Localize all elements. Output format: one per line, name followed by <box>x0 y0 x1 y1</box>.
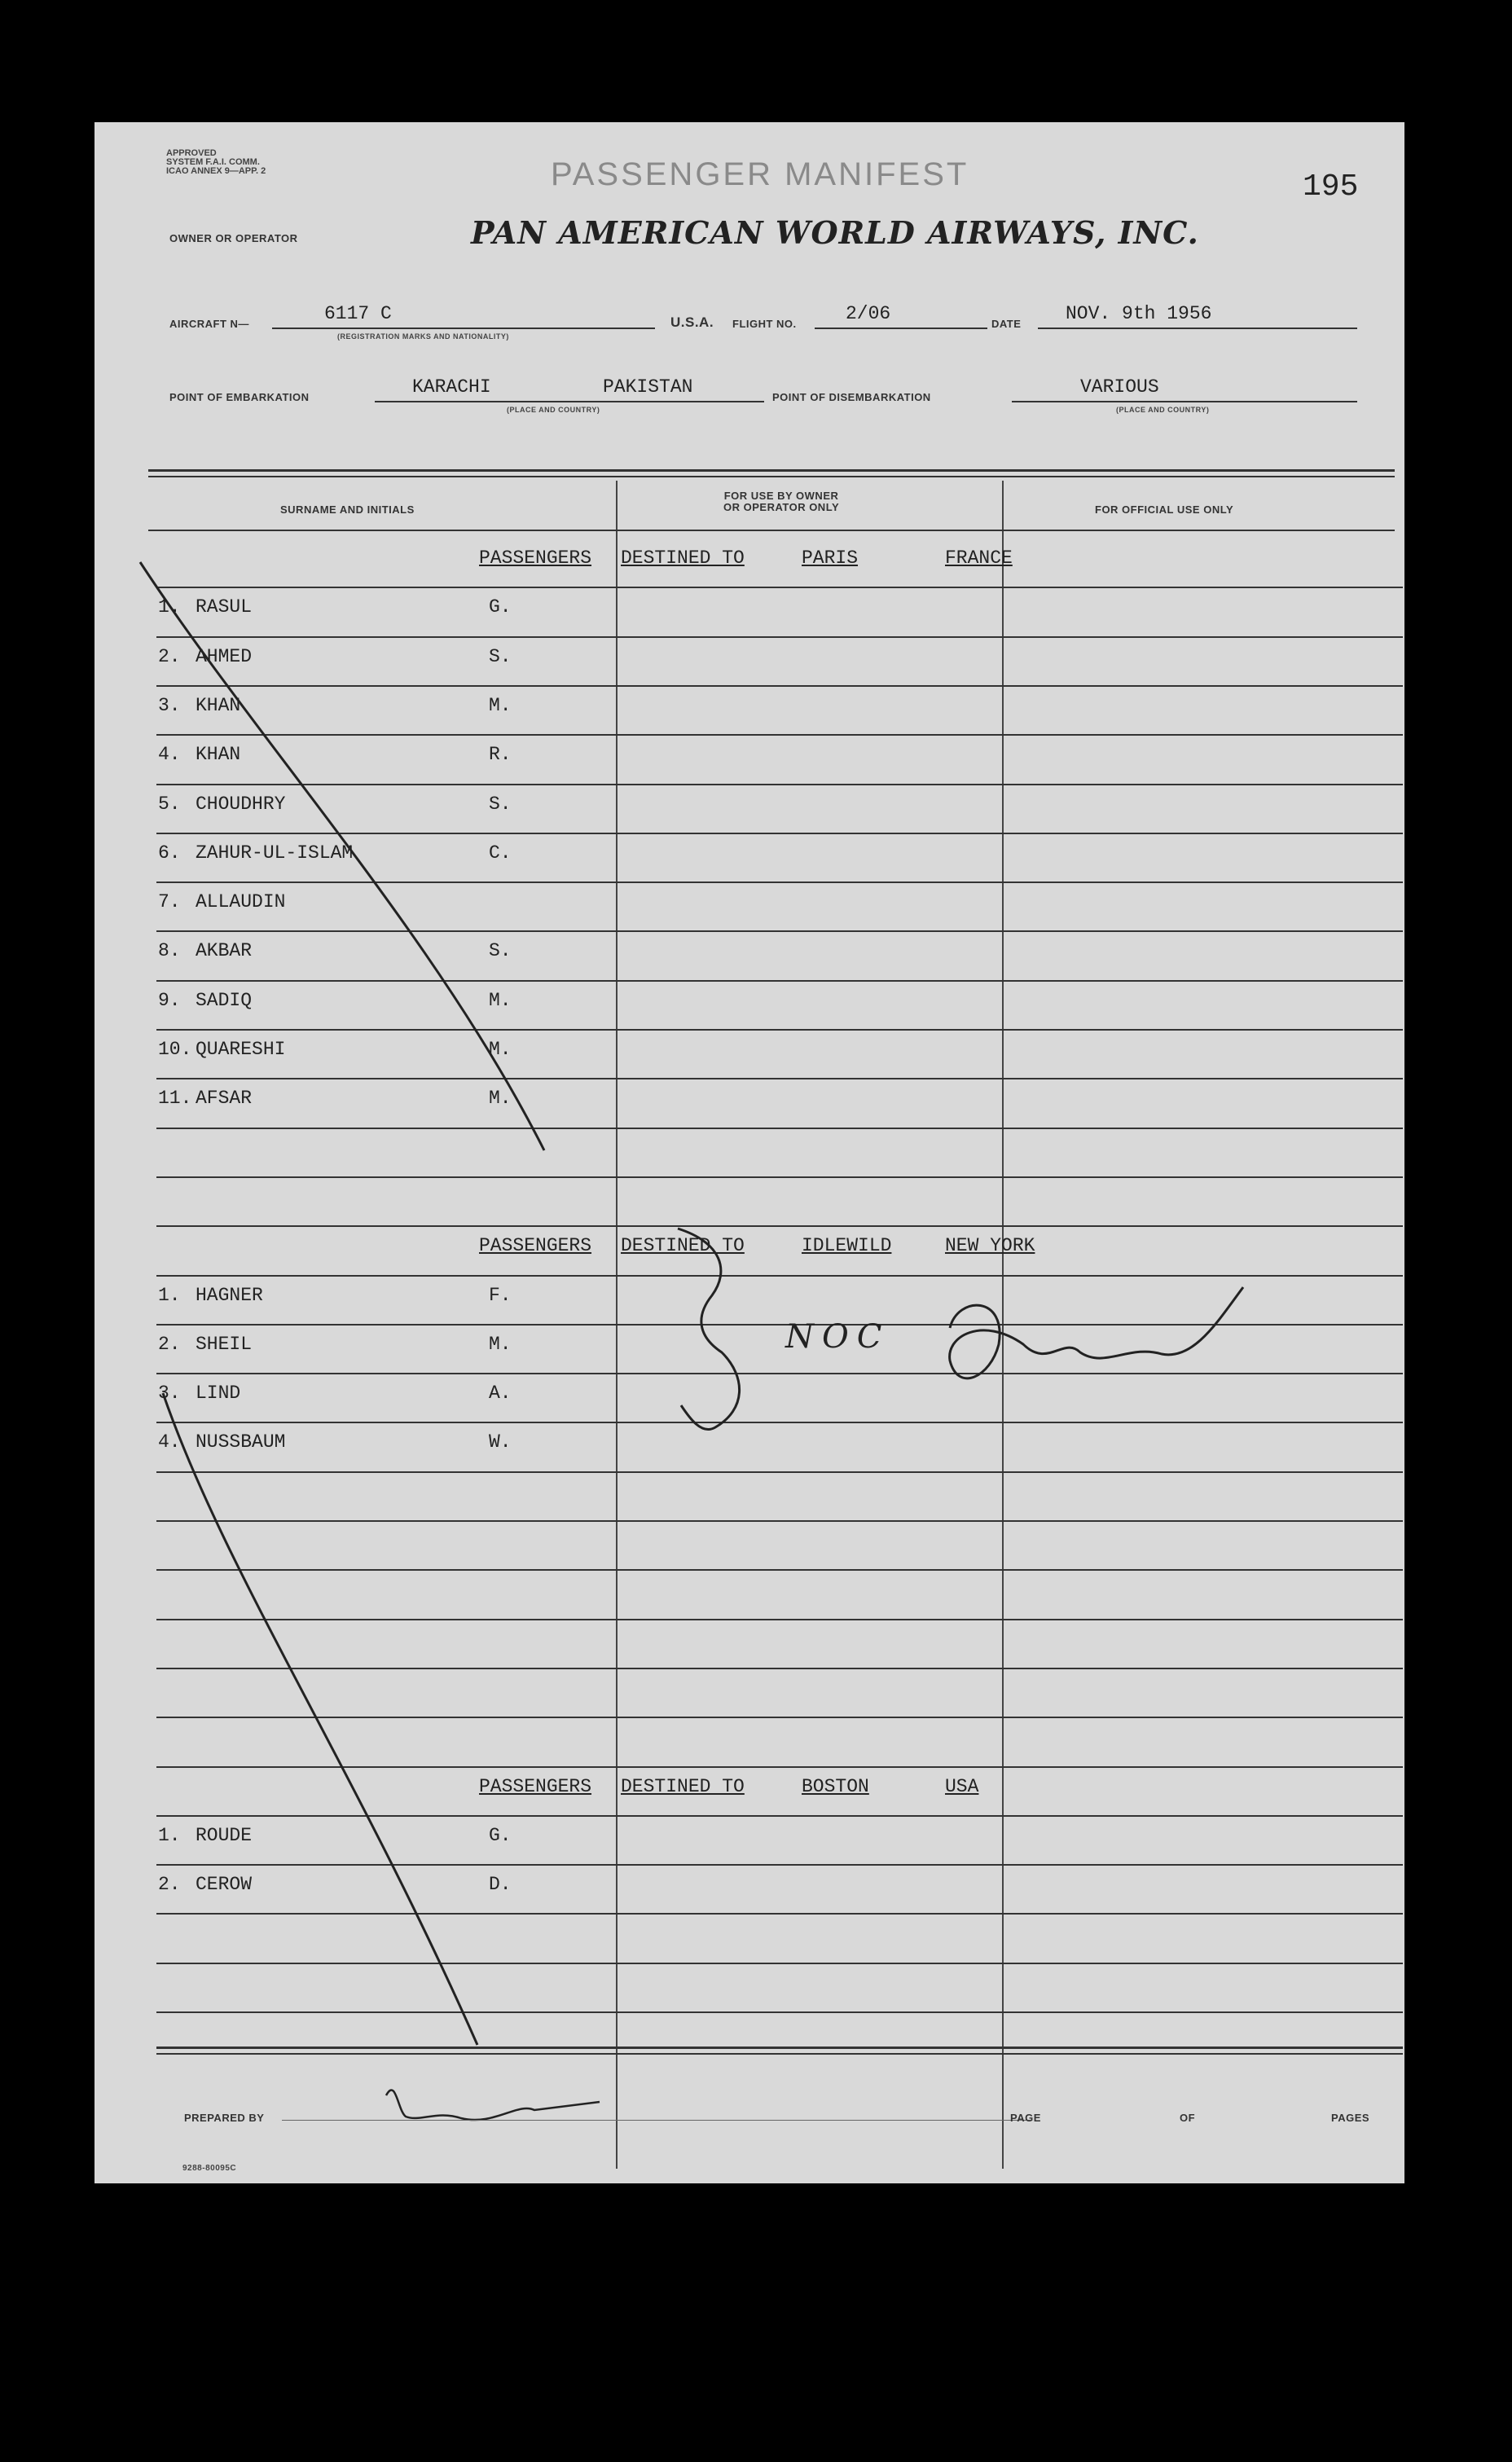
column-header-owner-use: FOR USE BY OWNER OR OPERATOR ONLY <box>723 490 840 513</box>
passenger-initial: S. <box>489 645 512 667</box>
row-number: 2. <box>158 1333 181 1355</box>
passenger-surname: ZAHUR-UL-ISLAM <box>196 842 354 864</box>
passenger-initial: G. <box>489 596 512 618</box>
form-number: 9288-80095C <box>182 2164 237 2173</box>
passenger-surname: SHEIL <box>196 1333 253 1355</box>
passenger-surname: CEROW <box>196 1874 253 1896</box>
row-number: 2. <box>158 1874 181 1896</box>
embarkation-city: KARACHI <box>412 376 491 398</box>
passenger-surname: AKBAR <box>196 940 253 962</box>
passenger-surname: HAGNER <box>196 1284 263 1306</box>
passenger-surname: SADIQ <box>196 989 253 1011</box>
passenger-initial: R. <box>489 744 512 766</box>
group-heading-place: BOSTON <box>802 1775 869 1797</box>
row-number: 11. <box>158 1088 192 1110</box>
of-label: OF <box>1180 2112 1196 2124</box>
passenger-initial: M. <box>489 1088 512 1110</box>
passenger-surname: LIND <box>196 1383 241 1405</box>
passenger-initial: M. <box>489 1039 512 1060</box>
passenger-initial: S. <box>489 940 512 962</box>
row-number: 8. <box>158 940 181 962</box>
form-title: PASSENGER MANIFEST <box>551 156 969 192</box>
group-heading-country: USA <box>945 1775 979 1797</box>
row-number: 1. <box>158 1824 181 1846</box>
passenger-surname: QUARESHI <box>196 1039 286 1060</box>
passenger-initial: S. <box>489 793 512 815</box>
pages-label: PAGES <box>1331 2112 1370 2124</box>
passenger-initial: A. <box>489 1383 512 1405</box>
owner-label: OWNER OR OPERATOR <box>169 232 298 244</box>
flight-value: 2/06 <box>846 303 891 324</box>
page-number: 195 <box>1303 169 1359 204</box>
place-note: (PLACE AND COUNTRY) <box>507 406 600 414</box>
strike-line-group-2 <box>163 1393 477 2045</box>
passenger-surname: RASUL <box>196 596 253 618</box>
row-number: 4. <box>158 1431 181 1453</box>
passenger-initial: W. <box>489 1431 512 1453</box>
disembarkation-label: POINT OF DISEMBARKATION <box>772 391 931 403</box>
prepared-underline <box>282 2120 1031 2121</box>
date-value: NOV. 9th 1956 <box>1066 303 1212 324</box>
prepared-signature <box>386 2090 600 2120</box>
manifest-sheet <box>94 122 1404 2183</box>
row-number: 6. <box>158 842 181 864</box>
passenger-initial: M. <box>489 1333 512 1355</box>
embarkation-label: POINT OF EMBARKATION <box>169 391 310 403</box>
passenger-initial: C. <box>489 842 512 864</box>
passenger-surname: ALLAUDIN <box>196 891 286 913</box>
group-heading-country: NEW YORK <box>945 1235 1035 1257</box>
strike-line-group-1 <box>140 562 544 1150</box>
flight-label: FLIGHT NO. <box>732 318 797 330</box>
embarkation-country: PAKISTAN <box>603 376 693 398</box>
passenger-surname: KHAN <box>196 744 241 766</box>
passenger-surname: CHOUDHRY <box>196 793 286 815</box>
group-heading-country: FRANCE <box>945 547 1013 569</box>
passenger-surname: AFSAR <box>196 1088 253 1110</box>
group-heading-place: PARIS <box>802 547 859 569</box>
approval-stamp: APPROVED SYSTEM F.A.I. COMM. ICAO ANNEX 9—APP. 2 <box>166 148 266 176</box>
group-heading-place: IDLEWILD <box>802 1235 892 1257</box>
group-heading-prefix: PASSENGERS <box>479 547 592 569</box>
group-heading-destined: DESTINED TO <box>621 1235 745 1257</box>
aircraft-label: AIRCRAFT N— <box>169 318 249 330</box>
handwritten-signature <box>950 1287 1243 1378</box>
passenger-initial: M. <box>489 989 512 1011</box>
date-label: DATE <box>991 318 1022 330</box>
row-number: 10. <box>158 1039 192 1060</box>
page-label: PAGE <box>1010 2112 1041 2124</box>
passenger-initial: F. <box>489 1284 512 1306</box>
group-heading-prefix: PASSENGERS <box>479 1775 592 1797</box>
company-name: PAN AMERICAN WORLD AIRWAYS, INC. <box>471 214 1199 251</box>
passenger-initial: D. <box>489 1874 512 1896</box>
passenger-initial: M. <box>489 694 512 716</box>
row-number: 5. <box>158 793 181 815</box>
group-heading-destined: DESTINED TO <box>621 547 745 569</box>
row-number: 3. <box>158 1383 181 1405</box>
row-number: 4. <box>158 744 181 766</box>
row-number: 1. <box>158 596 181 618</box>
passenger-surname: KHAN <box>196 694 241 716</box>
row-number: 3. <box>158 694 181 716</box>
prepared-by-label: PREPARED BY <box>184 2112 265 2124</box>
column-header-official: FOR OFFICIAL USE ONLY <box>1095 503 1234 516</box>
group-heading-prefix: PASSENGERS <box>479 1235 592 1257</box>
passenger-surname: NUSSBAUM <box>196 1431 286 1453</box>
handwritten-brace <box>678 1229 740 1430</box>
passenger-surname: AHMED <box>196 645 253 667</box>
registration-note: (REGISTRATION MARKS AND NATIONALITY) <box>337 332 509 341</box>
disembarkation-value: VARIOUS <box>1080 376 1159 398</box>
place-note-2: (PLACE AND COUNTRY) <box>1116 406 1210 414</box>
row-number: 7. <box>158 891 181 913</box>
passenger-surname: ROUDE <box>196 1824 253 1846</box>
handwritten-marks <box>94 122 1404 2183</box>
passenger-initial: G. <box>489 1824 512 1846</box>
handwritten-note: NOC <box>785 1318 890 1356</box>
row-number: 1. <box>158 1284 181 1306</box>
column-header-surname: SURNAME AND INITIALS <box>280 503 415 516</box>
row-number: 9. <box>158 989 181 1011</box>
group-heading-destined: DESTINED TO <box>621 1775 745 1797</box>
usa-label: U.S.A. <box>670 314 714 330</box>
aircraft-value: 6117 C <box>324 303 392 324</box>
row-number: 2. <box>158 645 181 667</box>
